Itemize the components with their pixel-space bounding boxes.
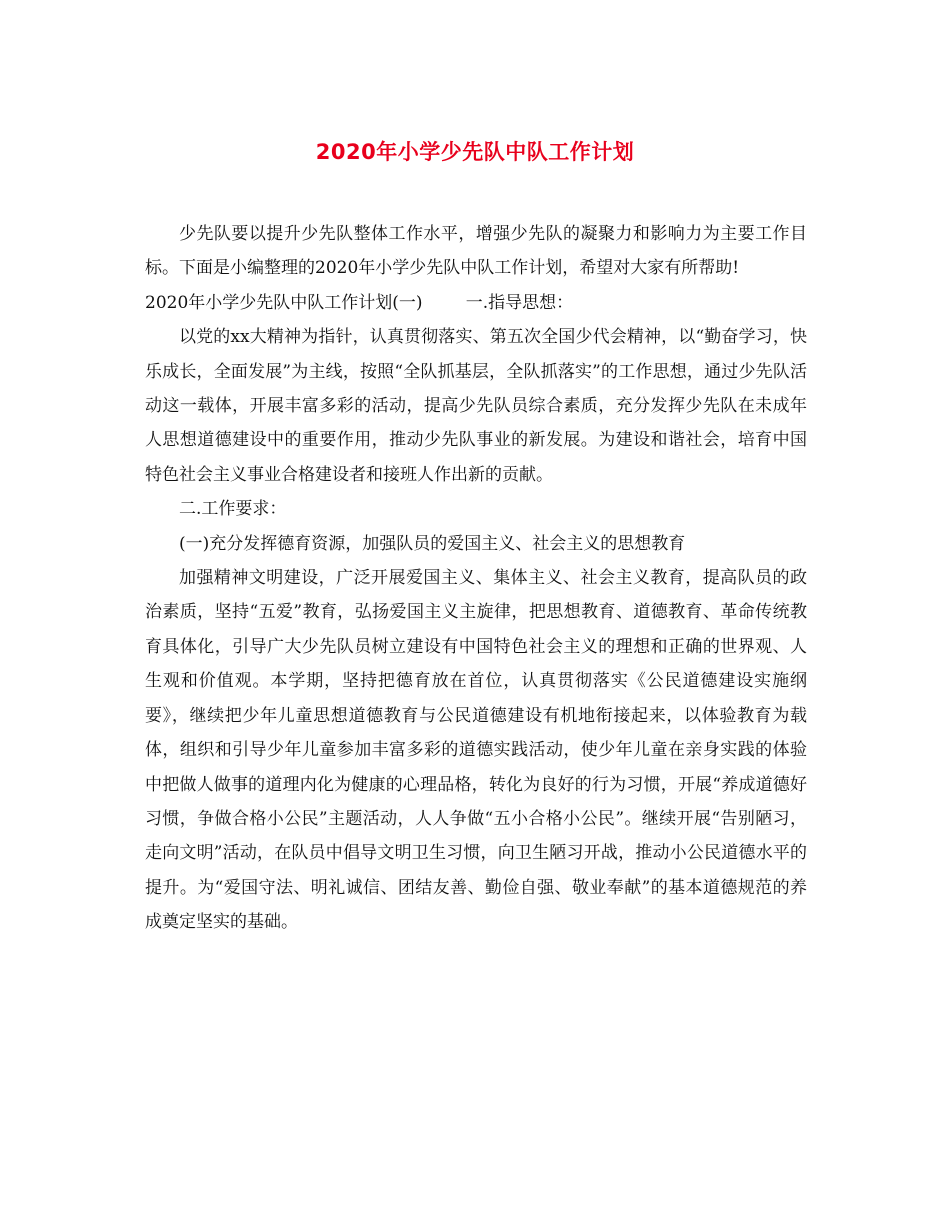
section2-heading: 二.工作要求： bbox=[179, 499, 287, 520]
plan-heading: 2020年小学少先队中队工作计划(一) bbox=[145, 292, 423, 313]
subsection1-paragraph: 加强精神文明建设，广泛开展爱国主义、集体主义、社会主义教育，提高队员的政治素质，坚持“五爱”教育，弘扬爱国主义主旋律，把思想教育、道德教育、革命传统教育具体化，引导广大少先队员树立建设有中国特色社会主义的理想和正确的世界观、人生观和价值观。本学期，坚持把德育放在首位，认真贯彻落实《公民道德建设实施纲要》，继续把少年儿童思想道德教育与公民道德建设有机地衔接起来，以体验教育为载体，组织和引导少年儿童参加丰富多彩的道德实践活动，使少年儿童在亲身实践的体验中把做人做事的道理内化为健康的心理品格，转化为良好的行为习惯，开展“养成道德好习惯，争做合格小公民”主题活动，人人争做“五小合格小公民”。继续开展“告别陋习，走向文明”活动，在队员中倡导文明卫生习惯，向卫生陋习开战，推动小公民道德水平的提升。为“爱国守法、明礼诚信、团结友善、勤俭自强、敬业奉献”的基本道德规范的养成奠定坚实的基础。 bbox=[145, 568, 807, 933]
document-body bbox=[145, 217, 807, 940]
document-title: 2020年小学少先队中队工作计划 bbox=[315, 140, 635, 164]
section1-heading: 一.指导思想： bbox=[465, 292, 574, 313]
plan-heading-line bbox=[145, 286, 807, 320]
intro-paragraph: 少先队要以提升少先队整体工作水平，增强少先队的凝聚力和影响力为主要工作目标。下面是小编整理的2020年小学少先队中队工作计划，希望对大家有所帮助! bbox=[145, 224, 807, 279]
subsection1-heading: (一)充分发挥德育资源，加强队员的爱国主义、社会主义的思想教育 bbox=[179, 533, 686, 554]
section1-paragraph: 以党的xx大精神为指针，认真贯彻落实、第五次全国少代会精神，以“勤奋学习，快乐成长，全面发展”为主线，按照“全队抓基层，全队抓落实”的工作思想，通过少先队活动这一载体，开展丰富多彩的活动，提高少先队员综合素质，充分发挥少先队在未成年人思想道德建设中的重要作用，推动少先队事业的新发展。为建设和谐社会，培育中国特色社会主义事业合格建设者和接班人作出新的贡献。 bbox=[145, 327, 807, 485]
